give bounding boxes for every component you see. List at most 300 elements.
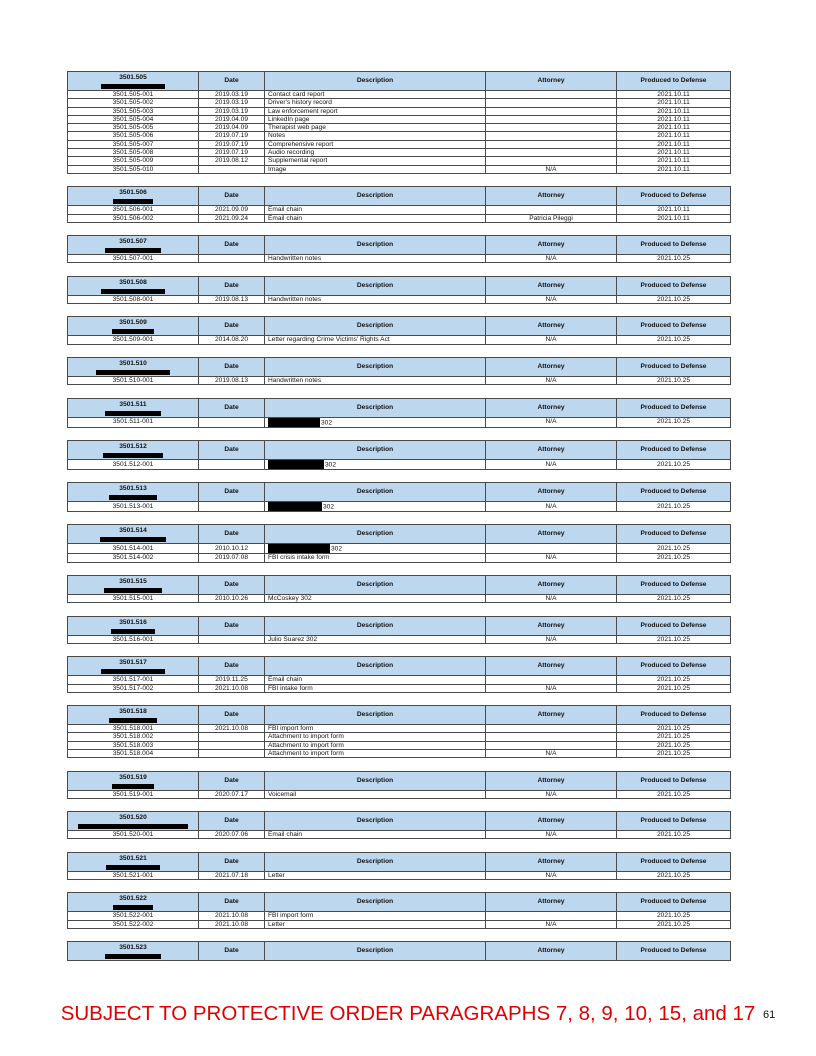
date-cell: 2021.09.09 <box>199 206 265 214</box>
column-header-description: Description <box>265 440 486 459</box>
description-cell <box>265 459 486 469</box>
redaction-bar <box>96 370 170 375</box>
item-id-cell: 3501.506-001 <box>68 206 199 214</box>
item-id-cell: 3501.506-002 <box>68 214 199 222</box>
column-header-date: Date <box>199 706 265 725</box>
item-id-cell: 3501.516-001 <box>68 635 199 643</box>
table-row <box>68 790 731 798</box>
description-cell: Supplemental report <box>265 157 486 165</box>
section-id-header <box>68 187 199 206</box>
table-row <box>68 149 731 157</box>
table-row <box>68 206 731 214</box>
date-cell <box>199 741 265 749</box>
item-id-cell: 3501.508-001 <box>68 295 199 303</box>
produced-date-cell: 2021.10.11 <box>617 206 731 214</box>
table-header-row <box>68 187 731 206</box>
item-id-cell: 3501.505-006 <box>68 132 199 140</box>
section-id-header <box>68 72 199 91</box>
column-header-produced-to-defense: Produced to Defense <box>617 616 731 635</box>
column-header-description: Description <box>265 942 486 961</box>
produced-date-cell: 2021.10.25 <box>617 635 731 643</box>
description-cell: Voicemail <box>265 790 486 798</box>
table-header-row <box>68 616 731 635</box>
date-cell <box>199 733 265 741</box>
redaction-bar <box>105 411 161 416</box>
produced-date-cell: 2021.10.25 <box>617 336 731 344</box>
column-header-date: Date <box>199 483 265 502</box>
table-header-row <box>68 576 731 595</box>
section-id-header <box>68 576 199 595</box>
date-cell: 2020.07.06 <box>199 831 265 839</box>
protective-order-footer: SUBJECT TO PROTECTIVE ORDER PARAGRAPHS 7, 8, 9, 10, 15, and 17 <box>60 1002 756 1025</box>
section-id-header <box>68 483 199 502</box>
item-id-cell: 3501.514-002 <box>68 554 199 562</box>
column-header-attorney: Attorney <box>486 942 617 961</box>
exhibit-table-3501-520 <box>67 811 731 839</box>
column-header-date: Date <box>199 187 265 206</box>
exhibit-table-3501-515 <box>67 575 731 603</box>
produced-date-cell: 2021.10.25 <box>617 376 731 384</box>
produced-date-cell: 2021.10.25 <box>617 912 731 920</box>
description-text: 302 <box>331 545 343 553</box>
item-id-cell: 3501.514-001 <box>68 544 199 554</box>
column-header-description: Description <box>265 616 486 635</box>
description-cell: Comprehensive report <box>265 140 486 148</box>
produced-date-cell: 2021.10.25 <box>617 733 731 741</box>
item-id-cell: 3501.519-001 <box>68 790 199 798</box>
column-header-date: Date <box>199 852 265 871</box>
table-row <box>68 741 731 749</box>
column-header-date: Date <box>199 525 265 544</box>
redaction-bar <box>112 329 154 334</box>
column-header-description: Description <box>265 812 486 831</box>
date-cell: 2019.07.19 <box>199 149 265 157</box>
date-cell: 2019.07.19 <box>199 140 265 148</box>
column-header-produced-to-defense: Produced to Defense <box>617 483 731 502</box>
exhibit-table-3501-512 <box>67 440 731 470</box>
date-cell: 2019.08.13 <box>199 295 265 303</box>
column-header-description: Description <box>265 483 486 502</box>
date-cell <box>199 502 265 512</box>
column-header-attorney: Attorney <box>486 440 617 459</box>
attorney-cell: N/A <box>486 417 617 427</box>
date-cell: 2010.10.12 <box>199 544 265 554</box>
exhibit-table-3501-509 <box>67 316 731 344</box>
redaction-bar <box>78 824 188 829</box>
table-row <box>68 684 731 692</box>
item-id-cell: 3501.505-010 <box>68 165 199 173</box>
redaction-bar <box>103 453 163 458</box>
column-header-description: Description <box>265 893 486 912</box>
item-id-cell: 3501.515-001 <box>68 595 199 603</box>
description-cell: Letter <box>265 920 486 928</box>
section-id: 3501.512 <box>119 442 147 450</box>
table-row <box>68 295 731 303</box>
description-text: 302 <box>321 418 333 426</box>
column-header-produced-to-defense: Produced to Defense <box>617 893 731 912</box>
column-header-description: Description <box>265 576 486 595</box>
produced-date-cell: 2021.10.25 <box>617 255 731 263</box>
column-header-date: Date <box>199 317 265 336</box>
produced-date-cell: 2021.10.25 <box>617 554 731 562</box>
attorney-cell: N/A <box>486 295 617 303</box>
table-row <box>68 124 731 132</box>
table-row <box>68 157 731 165</box>
produced-date-cell: 2021.10.11 <box>617 157 731 165</box>
produced-date-cell: 2021.10.11 <box>617 91 731 99</box>
column-header-description: Description <box>265 771 486 790</box>
table-header-row <box>68 525 731 544</box>
column-header-produced-to-defense: Produced to Defense <box>617 236 731 255</box>
produced-date-cell: 2021.10.25 <box>617 831 731 839</box>
description-cell: Letter <box>265 871 486 879</box>
table-row <box>68 676 731 684</box>
produced-date-cell: 2021.10.25 <box>617 417 731 427</box>
column-header-date: Date <box>199 616 265 635</box>
date-cell: 2021.10.08 <box>199 684 265 692</box>
item-id-cell: 3501.505-002 <box>68 99 199 107</box>
description-cell: Audio recording <box>265 149 486 157</box>
table-row <box>68 912 731 920</box>
item-id-cell: 3501.505-004 <box>68 115 199 123</box>
section-id-header <box>68 657 199 676</box>
attorney-cell <box>486 124 617 132</box>
column-header-description: Description <box>265 525 486 544</box>
description-cell: Law enforcement report <box>265 107 486 115</box>
table-row <box>68 725 731 733</box>
table-header-row <box>68 706 731 725</box>
date-cell: 2010.10.26 <box>199 595 265 603</box>
column-header-date: Date <box>199 276 265 295</box>
attorney-cell <box>486 912 617 920</box>
column-header-description: Description <box>265 852 486 871</box>
item-id-cell: 3501.513-001 <box>68 502 199 512</box>
attorney-cell: N/A <box>486 336 617 344</box>
date-cell: 2014.08.20 <box>199 336 265 344</box>
attorney-cell: N/A <box>486 684 617 692</box>
column-header-attorney: Attorney <box>486 72 617 91</box>
section-id: 3501.518 <box>119 708 147 716</box>
table-header-row <box>68 657 731 676</box>
section-id: 3501.517 <box>119 659 147 667</box>
item-id-cell: 3501.518.003 <box>68 741 199 749</box>
section-id: 3501.506 <box>119 189 147 197</box>
section-id: 3501.510 <box>119 359 147 367</box>
produced-date-cell: 2021.10.25 <box>617 502 731 512</box>
produced-date-cell: 2021.10.25 <box>617 295 731 303</box>
exhibit-table-3501-521 <box>67 852 731 880</box>
column-header-description: Description <box>265 317 486 336</box>
exhibit-table-3501-516 <box>67 616 731 644</box>
description-cell: McCoskey 302 <box>265 595 486 603</box>
section-id: 3501.511 <box>119 400 147 408</box>
produced-date-cell: 2021.10.25 <box>617 790 731 798</box>
produced-date-cell: 2021.10.25 <box>617 741 731 749</box>
attorney-cell <box>486 107 617 115</box>
produced-date-cell: 2021.10.25 <box>617 920 731 928</box>
section-id: 3501.513 <box>119 485 147 493</box>
table-header-row <box>68 483 731 502</box>
section-id: 3501.514 <box>119 527 147 535</box>
section-id-header <box>68 398 199 417</box>
attorney-cell: N/A <box>486 920 617 928</box>
column-header-attorney: Attorney <box>486 616 617 635</box>
date-cell: 2021.09.24 <box>199 214 265 222</box>
exhibit-table-3501-505 <box>67 71 731 174</box>
date-cell: 2021.10.08 <box>199 725 265 733</box>
produced-date-cell: 2021.10.11 <box>617 124 731 132</box>
attorney-cell: N/A <box>486 871 617 879</box>
exhibit-table-3501-518 <box>67 705 731 758</box>
table-row <box>68 920 731 928</box>
redaction-bar <box>112 784 154 789</box>
table-row <box>68 115 731 123</box>
description-cell: Email chain <box>265 676 486 684</box>
item-id-cell: 3501.521-001 <box>68 871 199 879</box>
attorney-cell: N/A <box>486 376 617 384</box>
table-header-row <box>68 357 731 376</box>
column-header-produced-to-defense: Produced to Defense <box>617 357 731 376</box>
date-cell <box>199 749 265 757</box>
attorney-cell: N/A <box>486 459 617 469</box>
description-cell: Handwritten notes <box>265 376 486 384</box>
exhibit-tables <box>67 71 730 961</box>
table-header-row <box>68 893 731 912</box>
column-header-description: Description <box>265 357 486 376</box>
produced-date-cell: 2021.10.25 <box>617 684 731 692</box>
attorney-cell: N/A <box>486 790 617 798</box>
column-header-date: Date <box>199 236 265 255</box>
produced-date-cell: 2021.10.25 <box>617 544 731 554</box>
column-header-description: Description <box>265 398 486 417</box>
redaction-bar <box>104 588 162 593</box>
description-cell: LinkedIn page <box>265 115 486 123</box>
table-row <box>68 417 731 427</box>
item-id-cell: 3501.505-008 <box>68 149 199 157</box>
redaction-bar <box>101 669 165 674</box>
column-header-description: Description <box>265 72 486 91</box>
section-id-header <box>68 771 199 790</box>
column-header-attorney: Attorney <box>486 852 617 871</box>
item-id-cell: 3501.511-001 <box>68 417 199 427</box>
column-header-produced-to-defense: Produced to Defense <box>617 657 731 676</box>
description-cell: Driver's history record <box>265 99 486 107</box>
table-header-row <box>68 236 731 255</box>
attorney-cell <box>486 725 617 733</box>
produced-date-cell: 2021.10.25 <box>617 676 731 684</box>
section-id-header <box>68 616 199 635</box>
table-header-row <box>68 440 731 459</box>
table-row <box>68 336 731 344</box>
exhibit-table-3501-508 <box>67 276 731 304</box>
redaction-bar <box>100 537 166 542</box>
produced-date-cell: 2021.10.11 <box>617 132 731 140</box>
description-cell <box>265 417 486 427</box>
column-header-produced-to-defense: Produced to Defense <box>617 440 731 459</box>
section-id-header <box>68 942 199 961</box>
item-id-cell: 3501.505-003 <box>68 107 199 115</box>
table-row <box>68 871 731 879</box>
date-cell <box>199 635 265 643</box>
attorney-cell: N/A <box>486 595 617 603</box>
table-header-row <box>68 942 731 961</box>
table-header-row <box>68 812 731 831</box>
description-cell: Therapist web page <box>265 124 486 132</box>
redaction-bar <box>105 248 161 253</box>
table-row <box>68 91 731 99</box>
column-header-description: Description <box>265 236 486 255</box>
produced-date-cell: 2021.10.25 <box>617 459 731 469</box>
column-header-attorney: Attorney <box>486 317 617 336</box>
column-header-date: Date <box>199 657 265 676</box>
section-id: 3501.521 <box>119 854 147 862</box>
description-text: 302 <box>323 503 335 511</box>
item-id-cell: 3501.505-007 <box>68 140 199 148</box>
section-id: 3501.507 <box>119 238 147 246</box>
date-cell: 2019.07.08 <box>199 554 265 562</box>
item-id-cell: 3501.520-001 <box>68 831 199 839</box>
item-id-cell: 3501.517-001 <box>68 676 199 684</box>
item-id-cell: 3501.505-001 <box>68 91 199 99</box>
redaction-bar <box>268 418 320 427</box>
table-row <box>68 544 731 554</box>
attorney-cell <box>486 544 617 554</box>
section-id-header <box>68 706 199 725</box>
table-row <box>68 831 731 839</box>
table-row <box>68 635 731 643</box>
attorney-cell: N/A <box>486 635 617 643</box>
column-header-produced-to-defense: Produced to Defense <box>617 187 731 206</box>
item-id-cell: 3501.518.001 <box>68 725 199 733</box>
date-cell: 2020.07.17 <box>199 790 265 798</box>
table-row <box>68 554 731 562</box>
column-header-produced-to-defense: Produced to Defense <box>617 771 731 790</box>
date-cell <box>199 255 265 263</box>
table-header-row <box>68 276 731 295</box>
section-id-header <box>68 236 199 255</box>
date-cell: 2019.08.13 <box>199 376 265 384</box>
exhibit-table-3501-519 <box>67 771 731 799</box>
column-header-date: Date <box>199 440 265 459</box>
column-header-attorney: Attorney <box>486 357 617 376</box>
date-cell: 2019.03.19 <box>199 99 265 107</box>
redaction-bar <box>109 718 157 723</box>
exhibit-table-3501-511 <box>67 398 731 428</box>
description-cell: Attachment to import form <box>265 741 486 749</box>
attorney-cell: N/A <box>486 255 617 263</box>
date-cell: 2019.03.19 <box>199 91 265 99</box>
attorney-cell <box>486 149 617 157</box>
description-cell: FBI import form <box>265 912 486 920</box>
table-row <box>68 733 731 741</box>
column-header-produced-to-defense: Produced to Defense <box>617 525 731 544</box>
table-row <box>68 595 731 603</box>
attorney-cell <box>486 132 617 140</box>
column-header-description: Description <box>265 187 486 206</box>
column-header-date: Date <box>199 771 265 790</box>
date-cell <box>199 165 265 173</box>
section-id: 3501.509 <box>119 319 147 327</box>
column-header-description: Description <box>265 276 486 295</box>
item-id-cell: 3501.522-001 <box>68 912 199 920</box>
date-cell: 2019.11.25 <box>199 676 265 684</box>
attorney-cell <box>486 676 617 684</box>
attorney-cell <box>486 99 617 107</box>
description-cell: Email chain <box>265 206 486 214</box>
section-id-header <box>68 852 199 871</box>
description-cell: FBI import form <box>265 725 486 733</box>
produced-date-cell: 2021.10.11 <box>617 165 731 173</box>
column-header-date: Date <box>199 812 265 831</box>
column-header-date: Date <box>199 398 265 417</box>
column-header-attorney: Attorney <box>486 771 617 790</box>
item-id-cell: 3501.518.004 <box>68 749 199 757</box>
table-header-row <box>68 317 731 336</box>
section-id-header <box>68 276 199 295</box>
table-header-row <box>68 72 731 91</box>
table-header-row <box>68 771 731 790</box>
description-cell: Attachment to import form <box>265 749 486 757</box>
attorney-cell: N/A <box>486 165 617 173</box>
exhibit-table-3501-517 <box>67 656 731 693</box>
produced-date-cell: 2021.10.11 <box>617 99 731 107</box>
description-cell: Notes <box>265 132 486 140</box>
item-id-cell: 3501.507-001 <box>68 255 199 263</box>
item-id-cell: 3501.518.002 <box>68 733 199 741</box>
column-header-attorney: Attorney <box>486 483 617 502</box>
section-id-header <box>68 357 199 376</box>
table-header-row <box>68 852 731 871</box>
column-header-produced-to-defense: Produced to Defense <box>617 317 731 336</box>
section-id: 3501.519 <box>119 773 147 781</box>
description-cell: Handwritten notes <box>265 295 486 303</box>
section-id: 3501.523 <box>119 944 147 952</box>
table-row <box>68 749 731 757</box>
attorney-cell: N/A <box>486 831 617 839</box>
table-row <box>68 165 731 173</box>
section-id: 3501.508 <box>119 278 147 286</box>
item-id-cell: 3501.510-001 <box>68 376 199 384</box>
attorney-cell <box>486 115 617 123</box>
section-id-header <box>68 440 199 459</box>
date-cell: 2019.03.19 <box>199 107 265 115</box>
column-header-date: Date <box>199 893 265 912</box>
redaction-bar <box>268 502 322 511</box>
date-cell: 2019.04.09 <box>199 115 265 123</box>
item-id-cell: 3501.522-002 <box>68 920 199 928</box>
column-header-date: Date <box>199 357 265 376</box>
description-cell: Contact card report <box>265 91 486 99</box>
item-id-cell: 3501.509-001 <box>68 336 199 344</box>
description-cell <box>265 544 486 554</box>
item-id-cell: 3501.505-009 <box>68 157 199 165</box>
description-cell: Email chain <box>265 831 486 839</box>
produced-date-cell: 2021.10.25 <box>617 725 731 733</box>
attorney-cell <box>486 206 617 214</box>
table-row <box>68 376 731 384</box>
column-header-description: Description <box>265 706 486 725</box>
description-cell: Email chain <box>265 214 486 222</box>
section-id-header <box>68 893 199 912</box>
column-header-produced-to-defense: Produced to Defense <box>617 942 731 961</box>
description-cell: Letter regarding Crime Victims' Rights Act <box>265 336 486 344</box>
attorney-cell <box>486 157 617 165</box>
table-row <box>68 502 731 512</box>
column-header-attorney: Attorney <box>486 706 617 725</box>
section-id-header <box>68 317 199 336</box>
column-header-date: Date <box>199 942 265 961</box>
description-text: 302 <box>325 461 337 469</box>
